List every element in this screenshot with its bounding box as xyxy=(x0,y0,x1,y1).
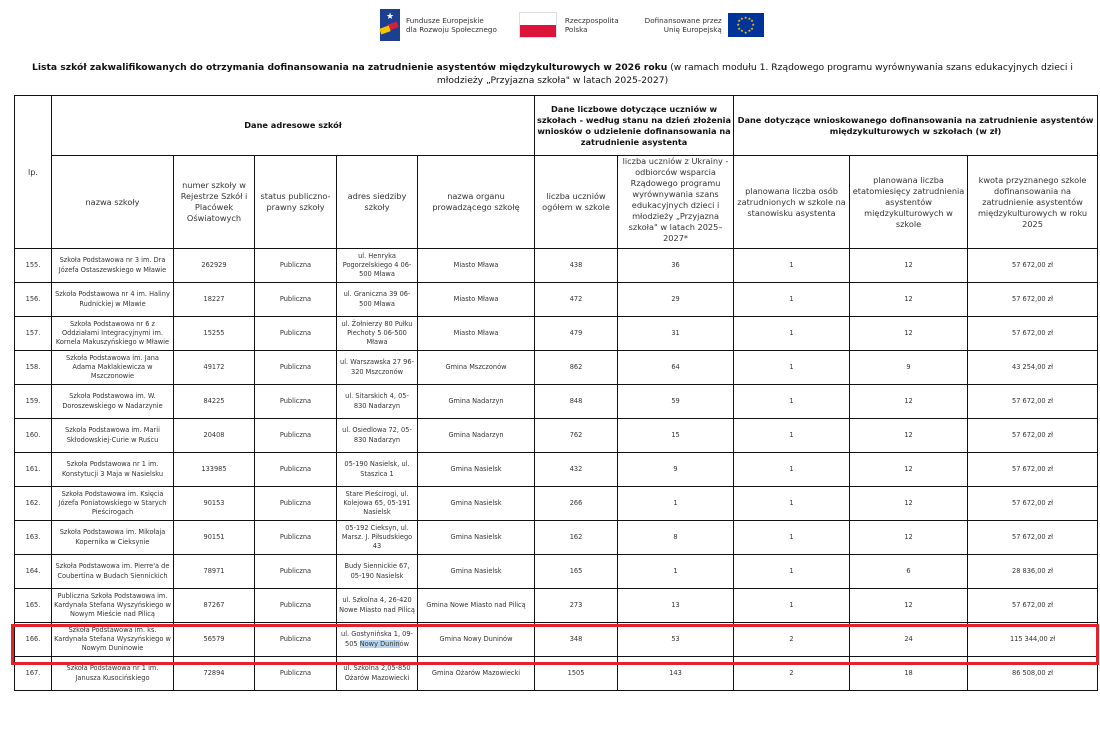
cell-number: 20408 xyxy=(174,419,255,453)
cell-organ: Gmina Nasielsk xyxy=(418,521,535,555)
cell-number: 56579 xyxy=(174,623,255,657)
eu-star-icon: ★ xyxy=(737,25,741,31)
title-bold: Lista szkół zakwalifikowanych do otrzymania dofinansowania na zatrudnienie asystentów międzykulturowych w 2026 roku xyxy=(32,62,668,73)
cell-students-ukraine: 13 xyxy=(618,589,734,623)
cell-number: 262929 xyxy=(174,249,255,283)
cell-students-total: 1505 xyxy=(535,657,618,691)
table-row xyxy=(15,487,1098,521)
cell-organ: Miasto Mława xyxy=(418,283,535,317)
page-title xyxy=(25,61,1080,87)
cell-amount: 57 672,00 zł xyxy=(968,521,1098,555)
selected-text[interactable]: Nowy Dunin xyxy=(359,639,400,648)
group-header-address: Dane adresowe szkół xyxy=(52,96,535,156)
cell-address: 05-192 Cieksyn, ul. Marsz. J. Piłsudskiego 43 xyxy=(337,521,418,555)
cell-planned-persons: 1 xyxy=(734,351,850,385)
cell-planned-months: 18 xyxy=(850,657,968,691)
cell-status: Publiczna xyxy=(255,249,337,283)
cell-planned-persons: 1 xyxy=(734,385,850,419)
cell-students-total: 348 xyxy=(535,623,618,657)
col-header-address: adres siedziby szkoły xyxy=(337,156,418,249)
cell-status: Publiczna xyxy=(255,487,337,521)
address-part: ów xyxy=(399,639,409,648)
eu-flag-icon xyxy=(728,13,764,37)
cell-students-total: 848 xyxy=(535,385,618,419)
cell-amount: 57 672,00 zł xyxy=(968,283,1098,317)
table-row xyxy=(15,521,1098,555)
cell-address: 05-190 Nasielsk, ul. Staszica 1 xyxy=(337,453,418,487)
col-header-name: nazwa szkoły xyxy=(52,156,174,249)
cell-planned-months: 12 xyxy=(850,317,968,351)
cell-planned-months: 9 xyxy=(850,351,968,385)
cell-students-total: 165 xyxy=(535,555,618,589)
cell-planned-months: 12 xyxy=(850,419,968,453)
col-header-organ: nazwa organu prowadzącego szkołę xyxy=(418,156,535,249)
cell-students-ukraine: 15 xyxy=(618,419,734,453)
eu-star-icon: ★ xyxy=(751,22,755,27)
table-row xyxy=(15,555,1098,589)
eu-funds-logo-icon: ★ xyxy=(380,9,400,41)
cell-organ: Gmina Nowy Duninów xyxy=(418,623,535,657)
table-row xyxy=(15,419,1098,453)
cell-number: 90153 xyxy=(174,487,255,521)
table-row xyxy=(15,657,1098,691)
cell-status: Publiczna xyxy=(255,419,337,453)
cell-amount: 57 672,00 zł xyxy=(968,419,1098,453)
eu-star-icon: ★ xyxy=(747,28,752,34)
cell-planned-months: 24 xyxy=(850,623,968,657)
cell-name: Szkoła Podstawowa nr 3 im. Dra Józefa Ostaszewskiego w Mławie xyxy=(52,249,174,283)
cell-planned-persons: 1 xyxy=(734,453,850,487)
cell-amount: 43 254,00 zł xyxy=(968,351,1098,385)
eu-star-icon: ★ xyxy=(737,18,741,24)
col-header-planned-persons: planowana liczba osób zatrudnionych w szkole na stanowisku asystenta xyxy=(734,156,850,249)
group-header-funding: Dane dotyczące wnioskowanego dofinansowania na zatrudnienie asystentów międzykulturowych w szkołach (w zł) xyxy=(734,96,1098,156)
cell-organ: Miasto Mława xyxy=(418,317,535,351)
cell-lp: 156. xyxy=(15,283,52,317)
cell-address: ul. Henryka Pogorzelskiego 4 06-500 Mława xyxy=(337,249,418,283)
cell-address: ul. Warszawska 27 96-320 Mszczonów xyxy=(337,351,418,385)
cell-organ: Gmina Ożarów Mazowiecki xyxy=(418,657,535,691)
table-row xyxy=(15,283,1098,317)
col-header-students-ukraine: liczba uczniów z Ukrainy - odbiorców wsparcia Rządowego programu wyrównywania szans edukacyjnych dzieci i młodzieży „Przyjazna szkoła" w latach 2025–2027* xyxy=(618,156,734,249)
eu-star-icon: ★ xyxy=(740,28,744,34)
table-row xyxy=(15,623,1098,657)
cell-students-ukraine: 9 xyxy=(618,453,734,487)
eu-star-icon: ★ xyxy=(740,15,744,21)
cell-address: ul. Graniczna 39 06-500 Mława xyxy=(337,283,418,317)
cell-organ: Gmina Nasielsk xyxy=(418,453,535,487)
cell-planned-persons: 1 xyxy=(734,317,850,351)
cell-planned-months: 12 xyxy=(850,385,968,419)
cell-status: Publiczna xyxy=(255,283,337,317)
cell-planned-months: 6 xyxy=(850,555,968,589)
cell-students-total: 432 xyxy=(535,453,618,487)
eu-star-icon: ★ xyxy=(750,18,754,24)
cell-planned-persons: 1 xyxy=(734,487,850,521)
cell-organ: Gmina Nasielsk xyxy=(418,555,535,589)
logo-bar xyxy=(380,8,764,42)
table-row xyxy=(15,249,1098,283)
cell-planned-persons: 1 xyxy=(734,555,850,589)
cell-name: Szkoła Podstawowa im. Jana Adama Maklakiewicza w Mszczonowie xyxy=(52,351,174,385)
cell-amount: 28 836,00 zł xyxy=(968,555,1098,589)
cell-planned-persons: 2 xyxy=(734,657,850,691)
cell-number: 133985 xyxy=(174,453,255,487)
schools-table xyxy=(14,95,1098,691)
table-row xyxy=(15,317,1098,351)
cell-students-ukraine: 64 xyxy=(618,351,734,385)
cell-status: Publiczna xyxy=(255,623,337,657)
cell-lp: 157. xyxy=(15,317,52,351)
cell-address: ul. Szkolna 4, 26-420 Nowe Miasto nad Pilicą xyxy=(337,589,418,623)
cell-lp: 160. xyxy=(15,419,52,453)
cell-address: ul. Sitarskich 4, 05-830 Nadarzyn xyxy=(337,385,418,419)
cell-students-ukraine: 143 xyxy=(618,657,734,691)
cell-amount: 86 508,00 zł xyxy=(968,657,1098,691)
polish-flag-icon xyxy=(519,12,557,38)
cell-amount: 57 672,00 zł xyxy=(968,385,1098,419)
cell-number: 72894 xyxy=(174,657,255,691)
cell-name: Szkoła Podstawowa im. Księcia Józefa Poniatowskiego w Starych Pieścirogach xyxy=(52,487,174,521)
cell-status: Publiczna xyxy=(255,385,337,419)
cell-students-ukraine: 36 xyxy=(618,249,734,283)
cell-name: Szkoła Podstawowa im. W. Doroszewskiego w Nadarzynie xyxy=(52,385,174,419)
cell-planned-months: 12 xyxy=(850,487,968,521)
cell-name: Szkoła Podstawowa im. ks. Kardynała Stefana Wyszyńskiego w Nowym Duninowie xyxy=(52,623,174,657)
cell-planned-months: 12 xyxy=(850,589,968,623)
eu-star-icon: ★ xyxy=(750,25,754,31)
cell-lp: 161. xyxy=(15,453,52,487)
cell-number: 49172 xyxy=(174,351,255,385)
fe-logo-line2: dla Rozwoju Społecznego xyxy=(406,25,497,34)
cell-number: 15255 xyxy=(174,317,255,351)
col-header-status: status publiczno-prawny szkoły xyxy=(255,156,337,249)
cell-number: 90151 xyxy=(174,521,255,555)
cell-amount: 57 672,00 zł xyxy=(968,487,1098,521)
table-row xyxy=(15,385,1098,419)
col-header-students-total: liczba uczniów ogółem w szkole xyxy=(535,156,618,249)
cell-status: Publiczna xyxy=(255,453,337,487)
table-row xyxy=(15,589,1098,623)
cell-name: Szkoła Podstawowa im. Pierre'a de Coubertina w Budach Siennickich xyxy=(52,555,174,589)
cell-status: Publiczna xyxy=(255,521,337,555)
cell-amount: 57 672,00 zł xyxy=(968,249,1098,283)
eu-logo-line1: Dofinansowane przez xyxy=(644,16,722,25)
cell-amount: 57 672,00 zł xyxy=(968,589,1098,623)
cell-amount: 57 672,00 zł xyxy=(968,453,1098,487)
cell-status: Publiczna xyxy=(255,555,337,589)
cell-students-ukraine: 1 xyxy=(618,555,734,589)
cell-amount: 115 344,00 zł xyxy=(968,623,1098,657)
cell-number: 78971 xyxy=(174,555,255,589)
cell-lp: 158. xyxy=(15,351,52,385)
cell-students-total: 762 xyxy=(535,419,618,453)
cell-students-ukraine: 8 xyxy=(618,521,734,555)
rp-logo-line2: Polska xyxy=(564,25,588,34)
cell-planned-persons: 1 xyxy=(734,589,850,623)
cell-students-total: 438 xyxy=(535,249,618,283)
cell-planned-persons: 1 xyxy=(734,283,850,317)
cell-address: ul. Szkolna 2,05-850 Ożarów Mazowiecki xyxy=(337,657,418,691)
cell-planned-persons: 1 xyxy=(734,521,850,555)
cell-planned-persons: 2 xyxy=(734,623,850,657)
cell-students-ukraine: 31 xyxy=(618,317,734,351)
cell-planned-persons: 1 xyxy=(734,419,850,453)
cell-students-ukraine: 1 xyxy=(618,487,734,521)
cell-students-total: 273 xyxy=(535,589,618,623)
cell-lp: 163. xyxy=(15,521,52,555)
cell-students-ukraine: 29 xyxy=(618,283,734,317)
cell-students-total: 479 xyxy=(535,317,618,351)
cell-organ: Gmina Nasielsk xyxy=(418,487,535,521)
cell-planned-months: 12 xyxy=(850,283,968,317)
group-header-students: Dane liczbowe dotyczące uczniów w szkołach - według stanu na dzień złożenia wniosków o udzielenie dofinansowania na zatrudnienie asystenta xyxy=(535,96,734,156)
rp-logo-line1: Rzeczpospolita xyxy=(564,16,619,25)
cell-status: Publiczna xyxy=(255,589,337,623)
table-row xyxy=(15,351,1098,385)
cell-lp: 162. xyxy=(15,487,52,521)
cell-students-ukraine: 59 xyxy=(618,385,734,419)
cell-planned-months: 12 xyxy=(850,249,968,283)
col-header-lp: lp. xyxy=(15,96,52,249)
address-part: ul. Gostynińska 1, 09-505 xyxy=(341,630,413,648)
table-row xyxy=(15,453,1098,487)
cell-students-total: 266 xyxy=(535,487,618,521)
cell-students-total: 472 xyxy=(535,283,618,317)
cell-lp: 167. xyxy=(15,657,52,691)
cell-organ: Miasto Mława xyxy=(418,249,535,283)
cell-lp: 166. xyxy=(15,623,52,657)
eu-star-icon: ★ xyxy=(747,15,752,21)
cell-status: Publiczna xyxy=(255,317,337,351)
cell-name: Szkoła Podstawowa nr 4 im. Haliny Rudnickiej w Mławie xyxy=(52,283,174,317)
cell-planned-months: 12 xyxy=(850,521,968,555)
cell-name: Szkoła Podstawowa nr 6 z Oddziałami Integracyjnymi im. Kornela Makuszyńskiego w Mławie xyxy=(52,317,174,351)
col-header-planned-months: planowana liczba etatomiesięcy zatrudnienia asystentów międzykulturowych w szkole xyxy=(850,156,968,249)
title-rest: (w ramach modułu 1. Rządowego programu wyrównywania szans edukacyjnych dzieci i młodzieży „Przyjazna szkoła" w latach 2025-2027) xyxy=(436,62,1073,86)
cell-status: Publiczna xyxy=(255,351,337,385)
cell-students-total: 162 xyxy=(535,521,618,555)
cell-name: Szkoła Podstawowa nr 1 im. Konstytucji 3 Maja w Nasielsku xyxy=(52,453,174,487)
cell-lp: 164. xyxy=(15,555,52,589)
cell-students-total: 862 xyxy=(535,351,618,385)
cell-organ: Gmina Nadarzyn xyxy=(418,419,535,453)
cell-number: 18227 xyxy=(174,283,255,317)
eu-star-icon: ★ xyxy=(743,14,748,20)
cell-organ: Gmina Nowe Miasto nad Pilicą xyxy=(418,589,535,623)
col-header-number: numer szkoły w Rejestrze Szkół i Placówek Oświatowych xyxy=(174,156,255,249)
cell-name: Szkoła Podstawowa im. Mikołaja Kopernika w Cieksynie xyxy=(52,521,174,555)
cell-lp: 159. xyxy=(15,385,52,419)
cell-organ: Gmina Nadarzyn xyxy=(418,385,535,419)
eu-star-icon: ★ xyxy=(743,29,748,35)
cell-lp: 165. xyxy=(15,589,52,623)
cell-address: Budy Siennickie 67, 05-190 Nasielsk xyxy=(337,555,418,589)
cell-name: Publiczna Szkoła Podstawowa im. Kardynała Stefana Wyszyńskiego w Nowym Mieście nad Pilicą xyxy=(52,589,174,623)
cell-name: Szkoła Podstawowa im. Marii Skłodowskiej-Curie w Ruścu xyxy=(52,419,174,453)
eu-logo-line2: Unię Europejską xyxy=(663,25,722,34)
cell-address: ul. Żołnierzy 80 Pułku Piechoty 5 06-500 Mława xyxy=(337,317,418,351)
col-header-amount: kwota przyznanego szkole dofinansowania na zatrudnienie asystentów międzykulturowych w roku 2025 xyxy=(968,156,1098,249)
cell-name: Szkoła Podstawowa nr 1 im. Janusza Kusocińskiego xyxy=(52,657,174,691)
fe-logo xyxy=(380,9,497,41)
fe-logo-line1: Fundusze Europejskie xyxy=(406,16,484,25)
cell-number: 87267 xyxy=(174,589,255,623)
cell-students-ukraine: 53 xyxy=(618,623,734,657)
cell-amount: 57 672,00 zł xyxy=(968,317,1098,351)
cell-organ: Gmina Mszczonów xyxy=(418,351,535,385)
cell-address xyxy=(337,623,418,657)
eu-star-icon: ★ xyxy=(736,22,740,27)
cell-planned-persons: 1 xyxy=(734,249,850,283)
cell-address: Stare Pieścirogi, ul. Kolejowa 65, 05-191 Nasielsk xyxy=(337,487,418,521)
cell-status: Publiczna xyxy=(255,657,337,691)
cell-address: ul. Osiedlowa 72, 05-830 Nadarzyn xyxy=(337,419,418,453)
cell-planned-months: 12 xyxy=(850,453,968,487)
cell-number: 84225 xyxy=(174,385,255,419)
cell-lp: 155. xyxy=(15,249,52,283)
